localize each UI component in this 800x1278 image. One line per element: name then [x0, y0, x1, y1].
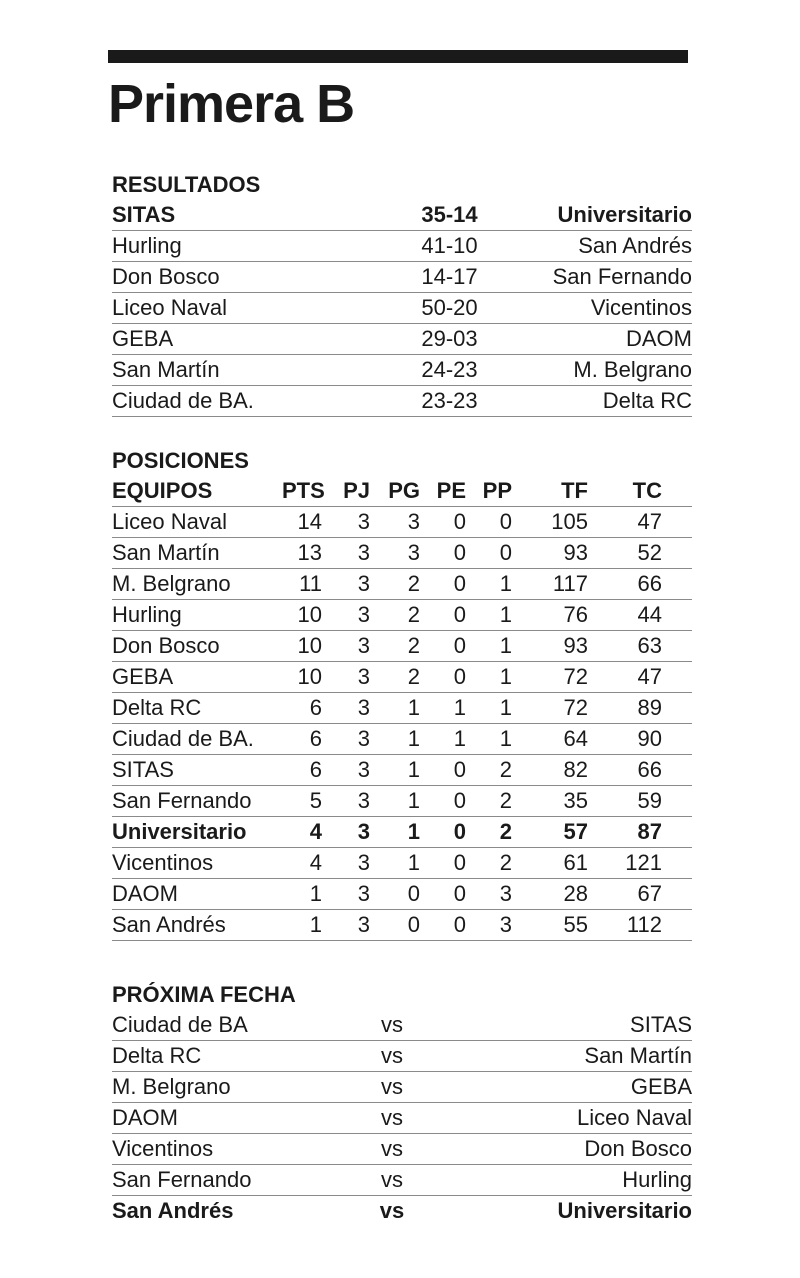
- standings-row: [112, 724, 692, 755]
- standings-list: [112, 507, 692, 941]
- home-team: San Martín: [112, 357, 220, 382]
- pts-value: 10: [297, 602, 322, 627]
- pj-value: 3: [357, 757, 370, 782]
- col-pg: PG: [388, 478, 420, 503]
- away-team: Hurling: [622, 1167, 692, 1192]
- score: 35-14: [421, 202, 478, 227]
- score: 14-17: [421, 264, 478, 289]
- pj-value: 3: [357, 819, 370, 844]
- pj-value: 3: [357, 695, 370, 720]
- home-team: Ciudad de BA: [112, 1012, 248, 1037]
- pg-value: 1: [407, 695, 420, 720]
- next-row: [112, 1165, 692, 1196]
- pp-value: 3: [499, 912, 512, 937]
- pg-value: 1: [407, 757, 420, 782]
- pg-value: 0: [407, 881, 420, 906]
- results-row: [112, 293, 692, 324]
- pts-value: 6: [309, 757, 322, 782]
- team-name: DAOM: [112, 881, 178, 906]
- pj-value: 3: [357, 571, 370, 596]
- pp-value: 3: [499, 881, 512, 906]
- team-name: San Martín: [112, 540, 220, 565]
- results-row: [112, 200, 692, 231]
- away-team: M. Belgrano: [573, 357, 692, 382]
- results-row: [112, 386, 692, 417]
- results-row: [112, 262, 692, 293]
- tc-value: 121: [625, 850, 662, 875]
- team-name: Hurling: [112, 602, 182, 627]
- pts-value: 1: [309, 881, 322, 906]
- pp-value: 1: [499, 726, 512, 751]
- home-team: Delta RC: [112, 1043, 202, 1068]
- score: 23-23: [421, 388, 478, 413]
- pj-value: 3: [357, 602, 370, 627]
- standings-row: [112, 755, 692, 786]
- pg-value: 2: [407, 602, 420, 627]
- away-team: GEBA: [630, 1074, 692, 1099]
- tc-value: 66: [637, 571, 662, 596]
- vs-label: vs: [381, 1167, 403, 1192]
- away-team: Liceo Naval: [577, 1105, 692, 1130]
- tf-value: 93: [563, 633, 588, 658]
- results-row: [112, 355, 692, 386]
- score: 29-03: [421, 326, 478, 351]
- pe-value: 0: [453, 819, 466, 844]
- results-list: [112, 200, 692, 417]
- standings-row: [112, 693, 692, 724]
- tc-value: 89: [637, 695, 662, 720]
- vs-label: vs: [381, 1012, 403, 1037]
- pj-value: 3: [357, 633, 370, 658]
- tf-value: 117: [552, 571, 588, 596]
- pg-value: 2: [407, 571, 420, 596]
- col-pp: PP: [482, 478, 512, 503]
- tf-value: 55: [563, 912, 588, 937]
- pg-value: 0: [407, 912, 420, 937]
- col-tc: TC: [632, 478, 662, 503]
- pe-value: 1: [453, 726, 466, 751]
- pp-value: 1: [499, 633, 512, 658]
- standings-header-row: [112, 476, 692, 507]
- pts-value: 4: [309, 850, 322, 875]
- pp-value: 0: [499, 540, 512, 565]
- pe-value: 1: [453, 695, 466, 720]
- home-team: M. Belgrano: [112, 1074, 231, 1099]
- pts-value: 1: [309, 912, 322, 937]
- vs-label: vs: [381, 1136, 403, 1161]
- tf-value: 105: [551, 509, 588, 534]
- standings-row: [112, 848, 692, 879]
- score: 50-20: [421, 295, 478, 320]
- col-pts: PTS: [282, 478, 325, 503]
- pp-value: 2: [499, 819, 512, 844]
- tf-value: 82: [563, 757, 588, 782]
- pts-value: 6: [309, 726, 322, 751]
- next-row: [112, 1072, 692, 1103]
- team-name: Ciudad de BA.: [112, 726, 254, 751]
- team-name: Liceo Naval: [112, 509, 227, 534]
- vs-label: vs: [381, 1074, 403, 1099]
- tc-value: 90: [637, 726, 662, 751]
- pj-value: 3: [357, 540, 370, 565]
- away-team: SITAS: [630, 1012, 692, 1037]
- pp-value: 2: [499, 757, 512, 782]
- pg-value: 3: [407, 540, 420, 565]
- standings-row: [112, 631, 692, 662]
- tf-value: 64: [563, 726, 588, 751]
- tf-value: 35: [563, 788, 588, 813]
- team-name: Delta RC: [112, 695, 202, 720]
- results-section: [112, 170, 692, 417]
- away-team: San Fernando: [552, 264, 692, 289]
- top-rule: [108, 50, 688, 63]
- home-team: San Fernando: [112, 1167, 252, 1192]
- home-team: GEBA: [112, 326, 174, 351]
- pts-value: 5: [309, 788, 322, 813]
- standings-row: [112, 569, 692, 600]
- pe-value: 0: [453, 664, 466, 689]
- pts-value: 4: [309, 819, 322, 844]
- pe-value: 0: [453, 881, 466, 906]
- next-list: [112, 1010, 692, 1227]
- away-team: Vicentinos: [590, 295, 692, 320]
- pe-value: 0: [453, 602, 466, 627]
- pg-value: 1: [407, 819, 420, 844]
- team-name: Universitario: [112, 819, 247, 844]
- pg-value: 2: [407, 664, 420, 689]
- pe-value: 0: [453, 633, 466, 658]
- score: 41-10: [421, 233, 478, 258]
- tc-value: 59: [637, 788, 662, 813]
- pe-value: 0: [453, 509, 466, 534]
- pg-value: 2: [407, 633, 420, 658]
- col-pj: PJ: [343, 478, 370, 503]
- page-title: Primera B: [108, 74, 355, 134]
- away-team: Universitario: [557, 1198, 692, 1223]
- pp-value: 1: [499, 571, 512, 596]
- next-row: [112, 1010, 692, 1041]
- standings-row: [112, 910, 692, 941]
- pj-value: 3: [357, 788, 370, 813]
- team-name: SITAS: [112, 757, 174, 782]
- away-team: DAOM: [626, 326, 692, 351]
- pj-value: 3: [357, 509, 370, 534]
- next-row: [112, 1041, 692, 1072]
- pj-value: 3: [357, 850, 370, 875]
- pp-value: 2: [499, 850, 512, 875]
- home-team: San Andrés: [112, 1198, 234, 1223]
- tc-value: 66: [637, 757, 662, 782]
- home-team: Liceo Naval: [112, 295, 227, 320]
- next-row: [112, 1103, 692, 1134]
- next-row: [112, 1196, 692, 1227]
- tc-value: 52: [637, 540, 662, 565]
- tf-value: 28: [563, 881, 588, 906]
- pj-value: 3: [357, 664, 370, 689]
- vs-label: vs: [379, 1198, 405, 1223]
- tf-value: 57: [563, 819, 588, 844]
- team-name: M. Belgrano: [112, 571, 231, 596]
- team-name: Vicentinos: [112, 850, 214, 875]
- team-name: San Fernando: [112, 788, 252, 813]
- pts-value: 10: [297, 633, 322, 658]
- team-name: Don Bosco: [112, 633, 220, 658]
- pj-value: 3: [357, 726, 370, 751]
- pe-value: 0: [453, 571, 466, 596]
- next-section: [112, 980, 692, 1227]
- home-team: Ciudad de BA.: [112, 388, 254, 413]
- tf-value: 61: [563, 850, 588, 875]
- tc-value: 47: [637, 664, 662, 689]
- pj-value: 3: [357, 912, 370, 937]
- away-team: San Andrés: [578, 233, 692, 258]
- tf-value: 72: [563, 695, 588, 720]
- pe-value: 0: [453, 850, 466, 875]
- pts-value: 11: [299, 571, 322, 596]
- tc-value: 63: [637, 633, 662, 658]
- tf-value: 72: [563, 664, 588, 689]
- tf-value: 76: [563, 602, 588, 627]
- results-row: [112, 231, 692, 262]
- pe-value: 0: [453, 540, 466, 565]
- pe-value: 0: [453, 757, 466, 782]
- home-team: Vicentinos: [112, 1136, 214, 1161]
- tc-value: 47: [637, 509, 662, 534]
- standings-row: [112, 538, 692, 569]
- results-row: [112, 324, 692, 355]
- pts-value: 14: [297, 509, 322, 534]
- tf-value: 93: [563, 540, 588, 565]
- pp-value: 0: [499, 509, 512, 534]
- pg-value: 1: [407, 726, 420, 751]
- standings-row: [112, 786, 692, 817]
- col-tf: TF: [561, 478, 588, 503]
- standings-heading: POSICIONES: [112, 448, 249, 473]
- pp-value: 1: [499, 664, 512, 689]
- next-row: [112, 1134, 692, 1165]
- home-team: SITAS: [112, 202, 176, 227]
- pts-value: 6: [309, 695, 322, 720]
- team-name: GEBA: [112, 664, 174, 689]
- away-team: Universitario: [557, 202, 692, 227]
- pg-value: 1: [407, 850, 420, 875]
- tc-value: 67: [637, 881, 662, 906]
- standings-row: [112, 600, 692, 631]
- away-team: Delta RC: [602, 388, 692, 413]
- vs-label: vs: [381, 1043, 403, 1068]
- pe-value: 0: [453, 912, 466, 937]
- standings-row: [112, 817, 692, 848]
- col-pe: PE: [436, 478, 466, 503]
- tc-value: 44: [637, 602, 662, 627]
- pts-value: 13: [297, 540, 322, 565]
- pts-value: 10: [297, 664, 322, 689]
- next-heading: PRÓXIMA FECHA: [112, 982, 296, 1007]
- standings-section: [112, 446, 692, 941]
- vs-label: vs: [381, 1105, 403, 1130]
- home-team: Don Bosco: [112, 264, 220, 289]
- pg-value: 1: [407, 788, 420, 813]
- away-team: San Martín: [584, 1043, 692, 1068]
- away-team: Don Bosco: [584, 1136, 692, 1161]
- tc-value: 87: [637, 819, 662, 844]
- pe-value: 0: [453, 788, 466, 813]
- results-heading: RESULTADOS: [112, 172, 261, 197]
- standings-row: [112, 879, 692, 910]
- score: 24-23: [421, 357, 478, 382]
- pp-value: 1: [499, 602, 512, 627]
- pp-value: 1: [499, 695, 512, 720]
- standings-row: [112, 507, 692, 538]
- team-name: San Andrés: [112, 912, 226, 937]
- home-team: Hurling: [112, 233, 182, 258]
- pg-value: 3: [407, 509, 420, 534]
- home-team: DAOM: [112, 1105, 178, 1130]
- pp-value: 2: [499, 788, 512, 813]
- standings-row: [112, 662, 692, 693]
- pj-value: 3: [357, 881, 370, 906]
- tc-value: 112: [626, 912, 662, 937]
- col-equipos: EQUIPOS: [112, 478, 213, 503]
